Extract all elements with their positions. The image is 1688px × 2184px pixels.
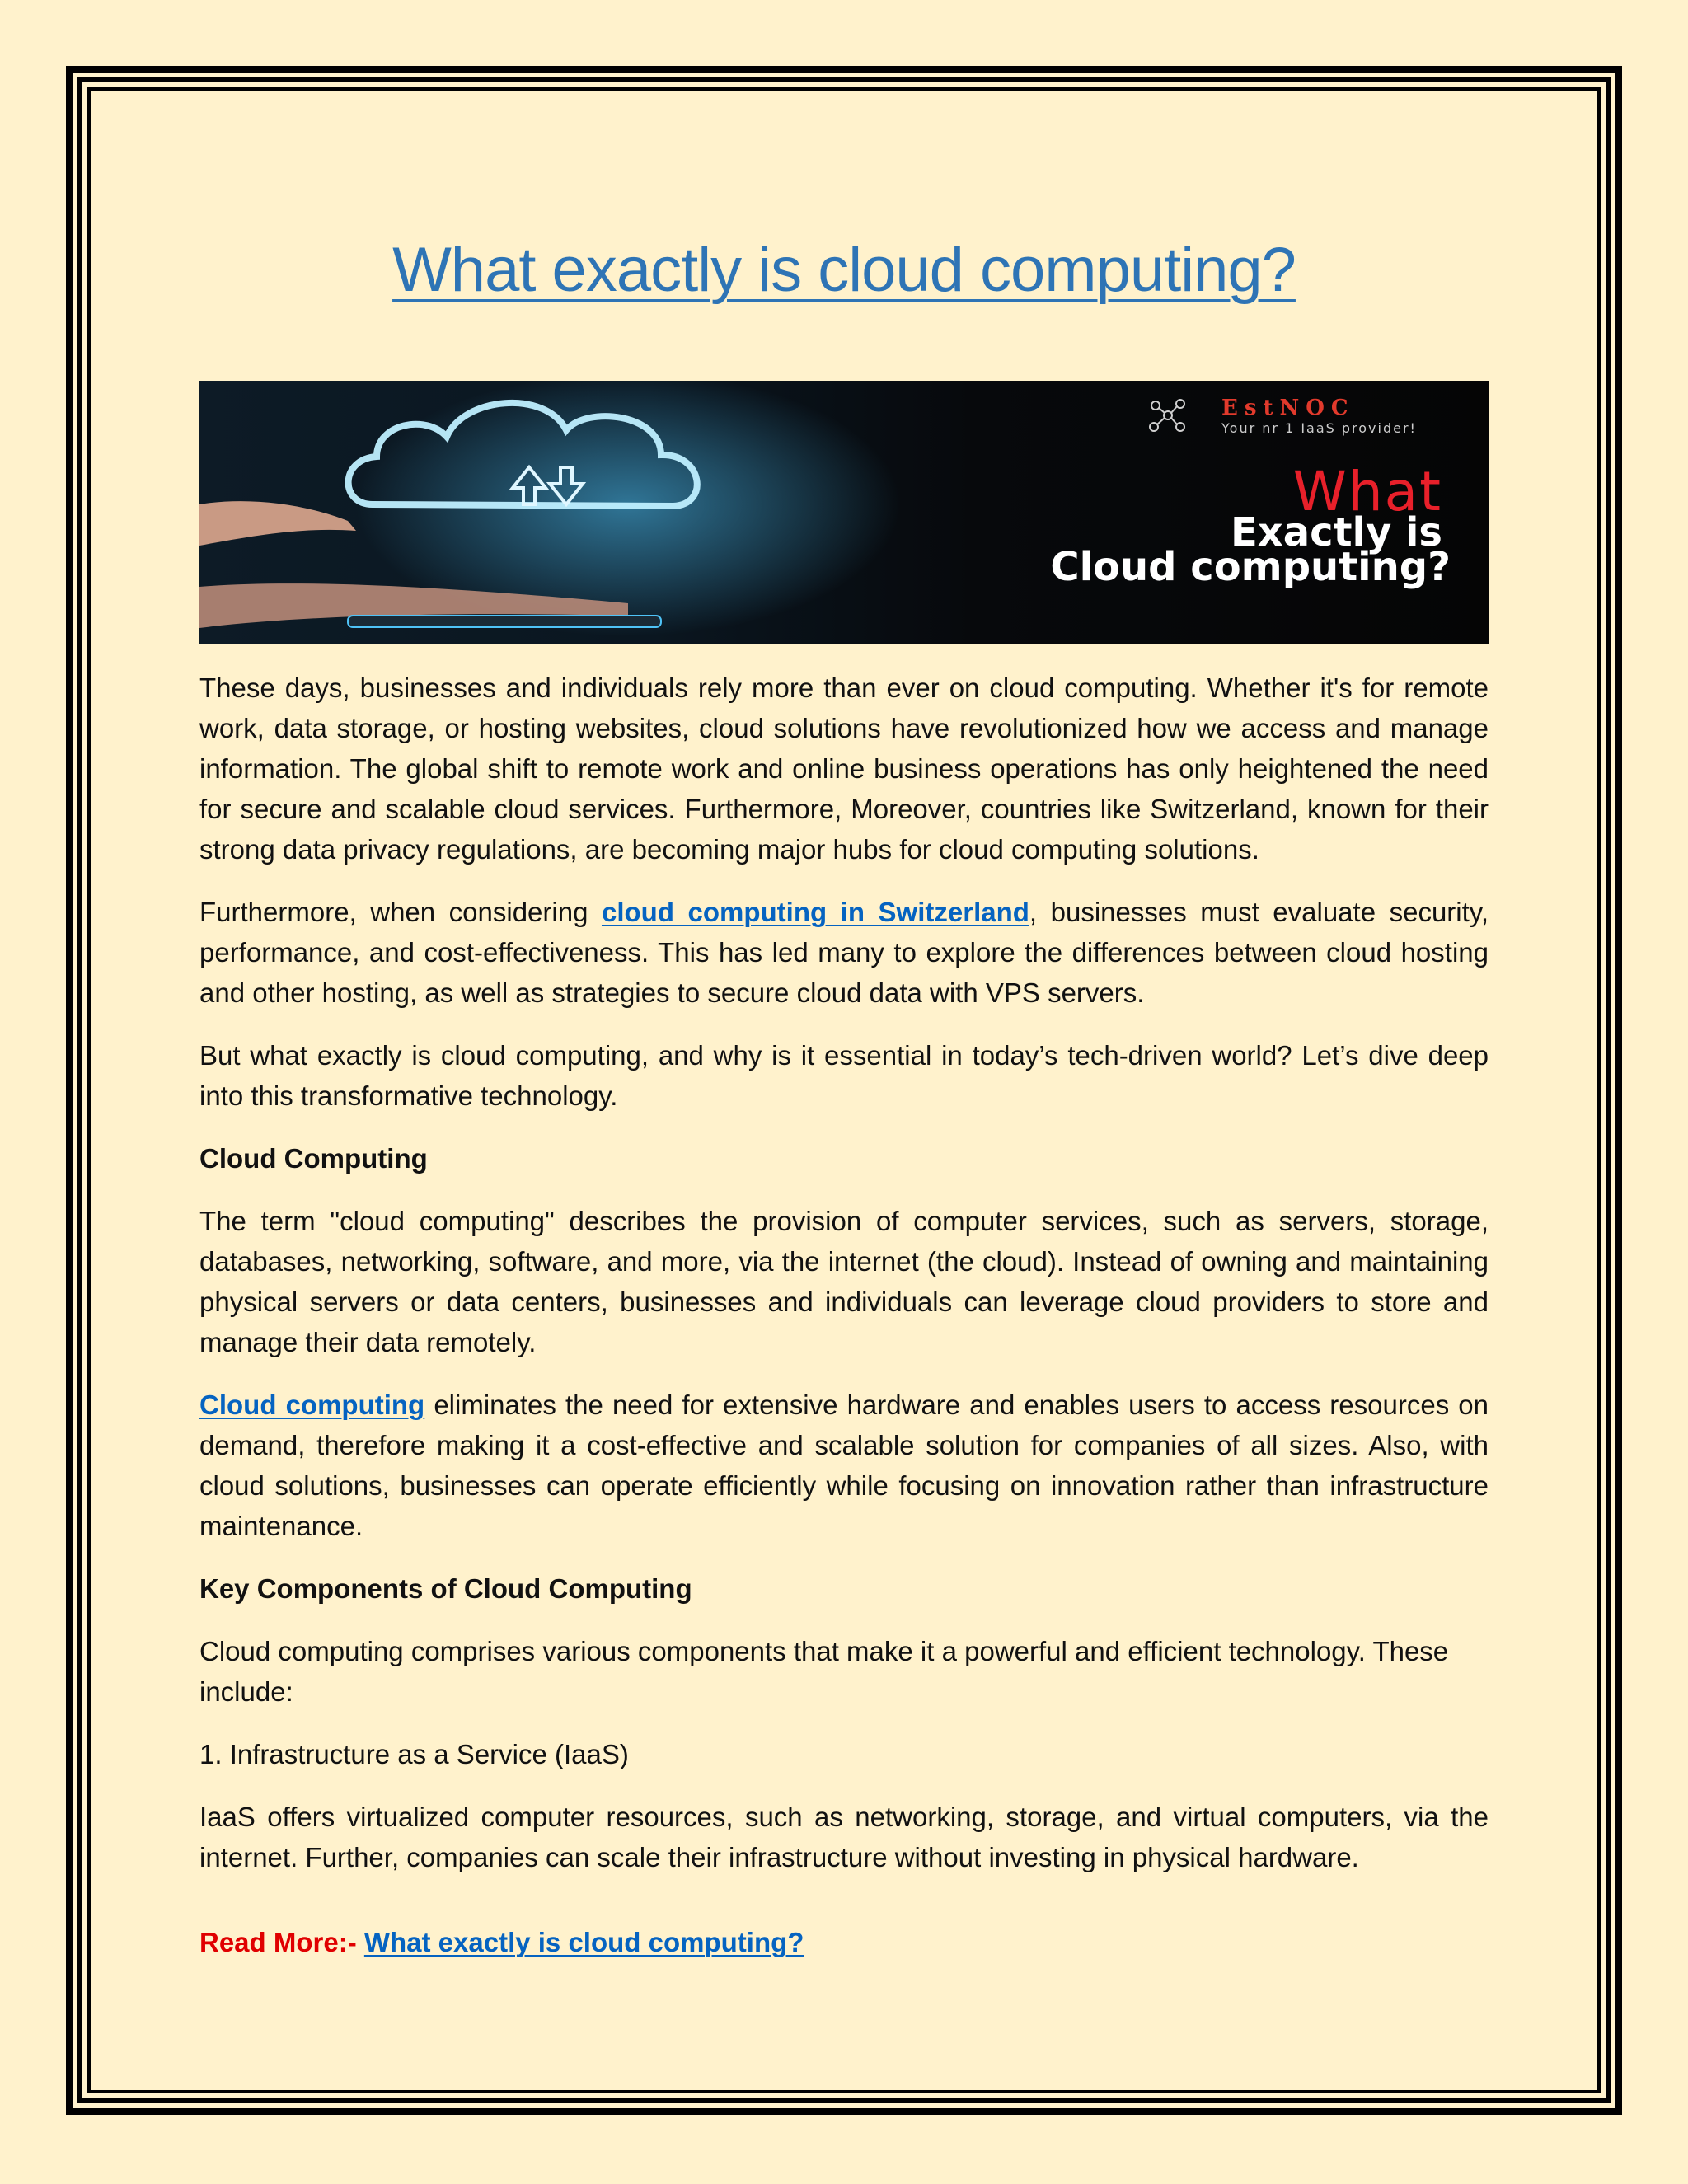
list-item-iaas: 1. Infrastructure as a Service (IaaS) (199, 1739, 629, 1769)
banner-tagline: Your nr 1 IaaS provider! (1221, 420, 1417, 436)
banner-image (199, 381, 1489, 644)
banner-headline-what: What (1292, 460, 1442, 523)
article-body (199, 668, 1489, 1985)
paragraph-text: , businesses must evaluate security, performance, and cost-effectiveness. This has led many to explore the differences between cloud hosting and other hosting, as well as strategies to secure cloud data with VPS servers. (199, 897, 1489, 1008)
definition-paragraph: The term "cloud computing" describes the provision of computer services, such as servers, storage, databases, networking, software, and more, via the internet (the cloud). Instead of owning and maintaining physical servers or data centers, businesses and individuals can leverage cloud providers to store and manage their data remotely. (199, 1206, 1489, 1357)
banner-headline-line3: Cloud computing? (1050, 544, 1451, 590)
cloud-computing-link[interactable]: Cloud computing (199, 1390, 425, 1420)
components-intro-paragraph: Cloud computing comprises various components that make it a powerful and efficient technology. These include: (199, 1636, 1449, 1707)
banner-headline-line2: Exactly is (1230, 509, 1442, 555)
read-more-label: Read More:- (199, 1927, 364, 1957)
cloud-computing-switzerland-link[interactable]: cloud computing in Switzerland (601, 897, 1029, 927)
iaas-paragraph: IaaS offers virtualized computer resources, such as networking, storage, and virtual computers, via the internet. Further, companies can scale their infrastructure without investing in physical hardware. (199, 1802, 1489, 1872)
benefits-paragraph (199, 1385, 1489, 1546)
read-more-link[interactable]: What exactly is cloud computing? (363, 1927, 804, 1957)
paragraph-text: Furthermore, when considering (199, 897, 602, 927)
switzerland-paragraph (199, 892, 1489, 1013)
page-title[interactable]: What exactly is cloud computing? (392, 235, 1296, 305)
section-heading-cloud-computing: Cloud Computing (199, 1143, 428, 1174)
intro-paragraph: These days, businesses and individuals rely more than ever on cloud computing. Whether it's for remote work, data storage, or hosting websites, cloud solutions have revolutionized how we access and manage information. The global shift to remote work and online business operations has only heightened the need for secure and scalable cloud services. Furthermore, Moreover, countries like Switzerland, known for their strong data privacy regulations, are becoming major hubs for cloud computing solutions. (199, 673, 1489, 865)
section-heading-key-components: Key Components of Cloud Computing (199, 1573, 692, 1604)
read-more-line (199, 1922, 1489, 1962)
banner-brand-logo: EstNOC (1221, 396, 1355, 420)
question-paragraph: But what exactly is cloud computing, and why is it essential in today’s tech-driven world? Let’s dive deep into this transformative technology. (199, 1040, 1489, 1111)
paragraph-text: eliminates the need for extensive hardware and enables users to access resources on demand, therefore making it a cost-effective and scalable solution for companies of all sizes. Also, with cloud solutions, businesses can operate efficiently while focusing on innovation rather than infrastructure maintenance. (199, 1390, 1489, 1541)
